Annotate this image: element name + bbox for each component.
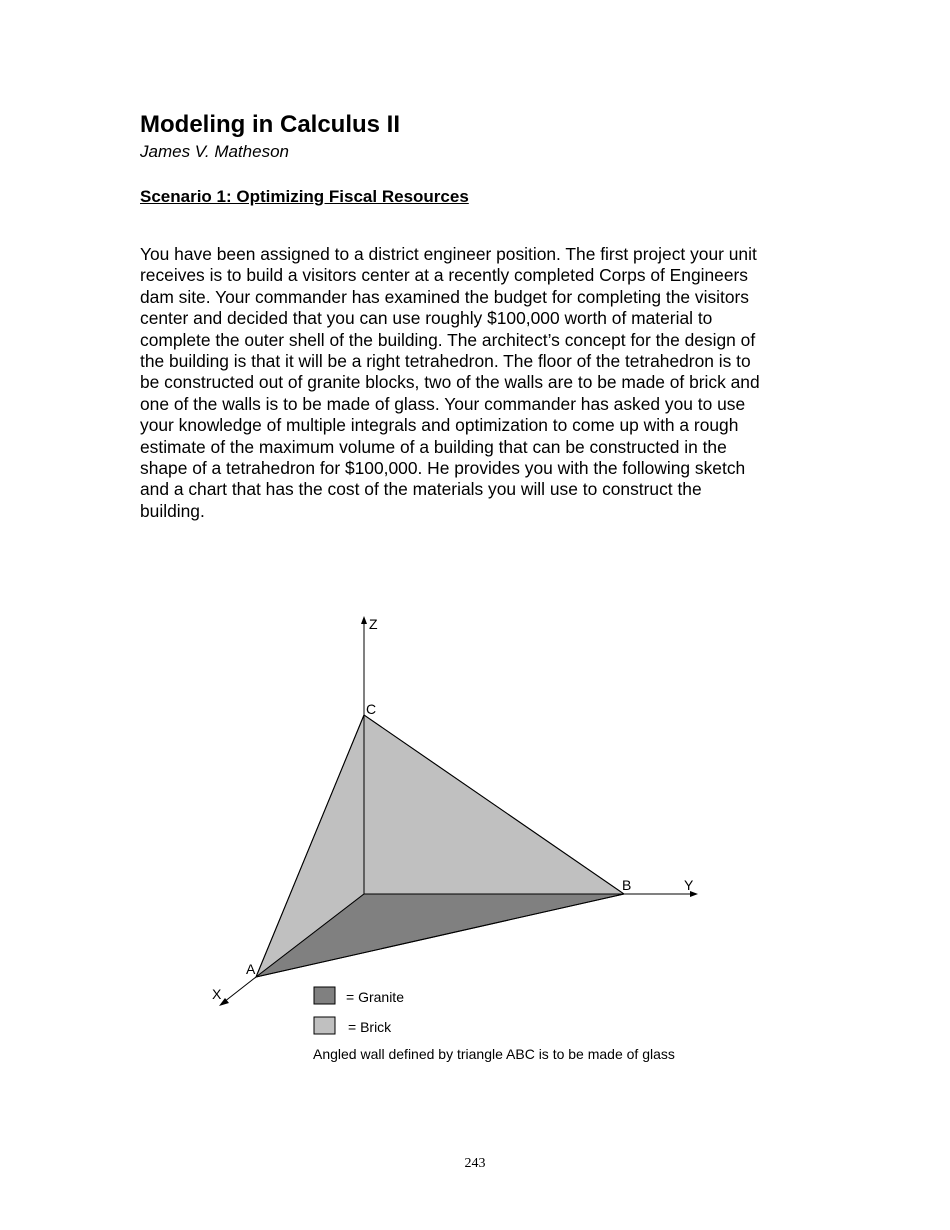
body-line: one of the walls is to be made of glass. Your commander has asked you to use (140, 393, 746, 414)
body-line: center and decided that you can use roughly $100,000 worth of material to (140, 308, 713, 329)
body-line: shape of a tetrahedron for $100,000. He provides you with the following sketch (140, 458, 746, 479)
body-line: complete the outer shell of the building. The architect’s concept for the design of (140, 329, 756, 350)
y-axis-label: Y (684, 877, 694, 893)
body-line: building. (140, 500, 205, 521)
vertex-a-label: A (246, 961, 256, 977)
granite-legend-label: = Granite (346, 989, 404, 1005)
page-number: 243 (464, 1156, 486, 1171)
brick-legend-label: = Brick (348, 1019, 392, 1035)
x-axis-label: X (212, 986, 222, 1002)
body-line: dam site. Your commander has examined the budget for completing the visitors (140, 286, 750, 307)
z-axis-arrow-icon (361, 616, 367, 624)
vertex-b-label: B (622, 877, 632, 893)
author-name: James V. Matheson (140, 142, 289, 161)
scenario-heading: Scenario 1: Optimizing Fiscal Resources (140, 187, 469, 206)
body-line: estimate of the maximum volume of a building that can be constructed in the (140, 436, 727, 457)
granite-swatch (314, 987, 335, 1004)
body-line: the building is that it will be a right tetrahedron. The floor of the tetrahedron is to (140, 351, 751, 372)
body-line: be constructed out of granite blocks, two of the walls are to be made of brick and (140, 372, 760, 393)
body-line: You have been assigned to a district engineer position. The first project your unit (140, 244, 757, 264)
body-line: and a chart that has the cost of the materials you will use to construct the (140, 479, 702, 500)
brick-swatch (314, 1017, 335, 1034)
figure-caption: Angled wall defined by triangle ABC is to be made of glass (313, 1046, 675, 1062)
body-line: receives is to build a visitors center at a recently completed Corps of Engineers (140, 265, 748, 286)
z-axis-label: Z (369, 616, 378, 632)
x-axis (224, 977, 256, 1002)
page-title: Modeling in Calculus II (140, 111, 401, 138)
vertex-c-label: C (366, 701, 377, 717)
body-line: your knowledge of multiple integrals and optimization to come up with a rough (140, 415, 739, 436)
